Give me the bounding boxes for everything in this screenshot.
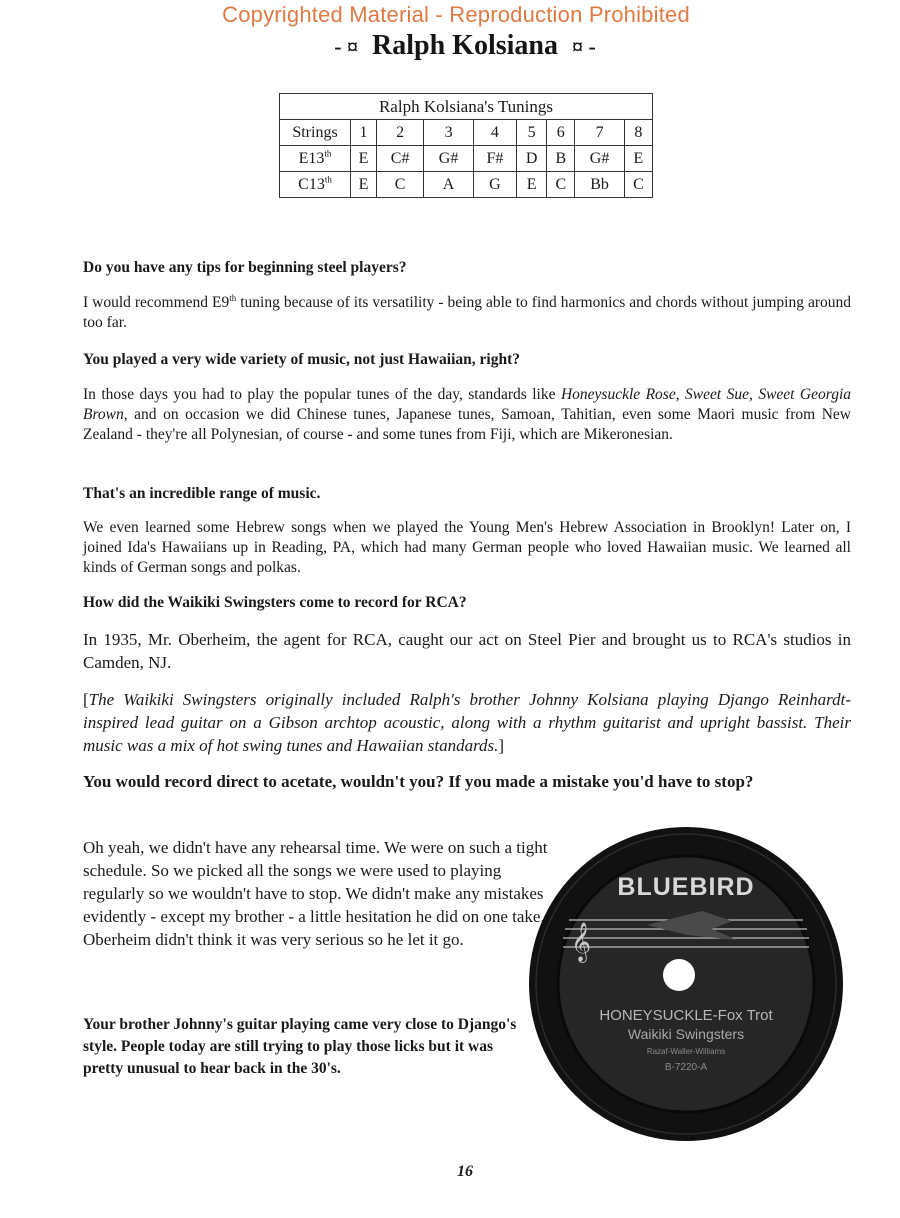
table-header-cell: 5 [516, 120, 546, 146]
copyright-notice: Copyrighted Material - Reproduction Prohibited [222, 2, 690, 27]
title-ornament-right: ¤ - [571, 34, 596, 59]
note-cell: E [351, 146, 377, 172]
answer-text: and on occasion we did Chinese tunes, Japanese tunes, Samoan, Tahitian, even some Maori music from New Zealand - they're all Polynesian, of course - and some tunes from Fiji, which are Mikeronesian. [83, 406, 851, 443]
note-cell: C [376, 172, 423, 198]
note-cell: G# [424, 146, 474, 172]
answer-variety [83, 385, 851, 445]
question-django: Your brother Johnny's guitar playing came very close to Django's style. People today are still trying to play those licks but it was pretty unusual to hear back in the 30's. [83, 1016, 517, 1077]
answer-sup: th [229, 292, 237, 303]
note-cell: E [516, 172, 546, 198]
page-title [0, 30, 900, 62]
table-header-cell: Strings [280, 120, 351, 146]
table-header-row [280, 120, 653, 146]
tunings-table [279, 93, 653, 198]
note-cell: F# [473, 146, 516, 172]
table-header-cell: 6 [547, 120, 575, 146]
tuning-name-sup: th [324, 174, 332, 185]
record-credit: Razaf-Waller-Williams [646, 1047, 726, 1056]
table-header-cell: 8 [624, 120, 652, 146]
table-caption: Ralph Kolsiana's Tunings [280, 94, 653, 120]
record-brand: BLUEBIRD [617, 873, 755, 901]
question-range: That's an incredible range of music. [83, 485, 321, 502]
table-row [280, 146, 653, 172]
table-row [280, 172, 653, 198]
answer-text: In those days you had to play the popular tunes of the day, standards like [83, 386, 561, 403]
note-cell: A [424, 172, 474, 198]
song-titles: Honeysuckle Rose, Sweet Sue, Sweet Georgia Brown, [83, 386, 852, 423]
note-cell: E [624, 146, 652, 172]
question-variety: You played a very wide variety of music, not just Hawaiian, right? [83, 351, 521, 368]
note-cell: C# [376, 146, 423, 172]
page-number: 16 [457, 1163, 473, 1180]
table-header-cell: 2 [376, 120, 423, 146]
answer-rca: In 1935, Mr. Oberheim, the agent for RCA, caught our act on Steel Pier and brought us to RCA's studios in Camden, NJ. [83, 630, 851, 672]
answer-acetate: Oh yeah, we didn't have any rehearsal time. We were on such a tight schedule. So we picked all the songs we were used to playing regularly so we wouldn't have to stop. We didn't make any mistakes evidently - except my brother - a little hesitation he did on one take. Oberheim didn't think it was very serious so he let it go. [83, 838, 548, 949]
editor-note-text: The Waikiki Swingsters originally included Ralph's brother Johnny Kolsiana playing Django Reinhardt-inspired lead guitar on a Gibson archtop acoustic, along with a rhythm guitarist and upright bassist. Their music was a mix of hot swing tunes and Hawaiian standards. [83, 690, 851, 755]
tuning-name-cell [280, 146, 351, 172]
table-header-cell: 3 [424, 120, 474, 146]
record-artist: Waikiki Swingsters [627, 1026, 745, 1042]
bracket-close: ] [498, 736, 505, 755]
table-header-cell: 7 [575, 120, 625, 146]
table-header-cell: 4 [473, 120, 516, 146]
treble-clef-icon: 𝄞 [571, 922, 592, 962]
question-rca: How did the Waikiki Swingsters come to record for RCA? [83, 594, 467, 611]
title-ornament-left: - ¤ [334, 34, 359, 59]
answer-range: We even learned some Hebrew songs when we played the Young Men's Hebrew Association in Brooklyn! Later on, I joined Ida's Hawaiians up in Reading, PA, which had many German people who loved Hawaiian music. We learned all kinds of German songs and polkas. [83, 519, 851, 576]
editor-note [83, 688, 851, 757]
note-cell: Bb [575, 172, 625, 198]
note-cell: G [473, 172, 516, 198]
note-cell: C [624, 172, 652, 198]
record-catalog: B-7220-A [664, 1062, 708, 1073]
note-cell: D [516, 146, 546, 172]
question-acetate: You would record direct to acetate, wouldn't you? If you made a mistake you'd have to stop? [83, 772, 754, 791]
tuning-name-sup: th [324, 148, 332, 159]
answer-text: I would recommend E9 [83, 294, 230, 311]
note-cell: G# [575, 146, 625, 172]
tuning-name: E13 [298, 149, 325, 167]
question-beginning-tips: Do you have any tips for beginning steel players? [83, 259, 407, 276]
spindle-hole [663, 959, 695, 991]
note-cell: C [547, 172, 575, 198]
bluebird-record-image [527, 825, 845, 1143]
answer-text: tuning because of its versatility - being able to find harmonics and chords without jumping around too far. [83, 294, 851, 331]
answer-beginning-tips [83, 293, 851, 333]
table-header-cell: 1 [351, 120, 377, 146]
title-text: Ralph Kolsiana [372, 30, 558, 61]
record-song: HONEYSUCKLE-Fox Trot [599, 1007, 773, 1024]
tuning-name: C13 [298, 175, 325, 193]
note-cell: E [351, 172, 377, 198]
note-cell: B [547, 146, 575, 172]
tuning-name-cell [280, 172, 351, 198]
bracket-open: [ [83, 690, 89, 709]
